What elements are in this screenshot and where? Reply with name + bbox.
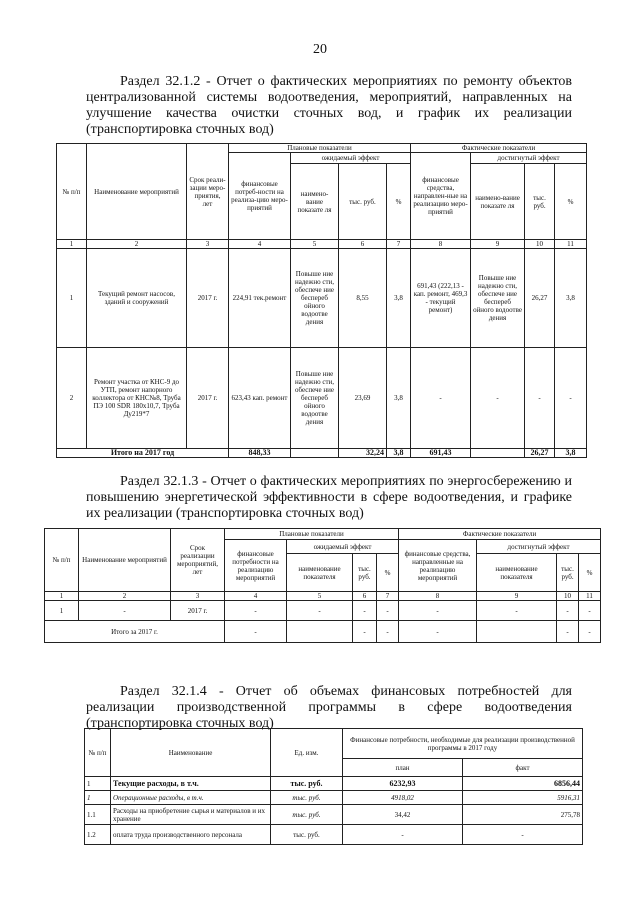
table-row: 1 - 2017 г. - - - - - - - -: [45, 601, 601, 621]
column-numbers-row: [57, 240, 587, 249]
col-name-header: Наименование мероприятий: [79, 529, 171, 592]
col-term-header: Срок реали-зации меро-приятия, лет: [187, 144, 229, 240]
column-numbers-row: [45, 592, 601, 601]
col-ach-pct-header: %: [555, 164, 587, 240]
col-ach-rub-header: тыс. руб.: [525, 164, 555, 240]
fact-group-header: Фактические показатели: [411, 144, 587, 153]
colnum: 11: [579, 592, 601, 601]
col-fact-header: факт: [463, 759, 583, 777]
achieved-effect-header: достигнутый эффект: [477, 540, 601, 554]
colnum: 1: [57, 240, 87, 249]
plan-group-header: Плановые показатели: [229, 144, 411, 153]
col-name-header: Наименование: [111, 729, 271, 777]
achieved-effect-header: достигнутый эффект: [471, 153, 587, 164]
col-rub-header: тыс. руб.: [353, 554, 377, 592]
fin-needs-group-header: Финансовые потребности, необходимые для реализации производственной программы в 2017 году: [343, 729, 583, 759]
colnum: 9: [477, 592, 557, 601]
table-row: 1.1 Расходы на приобретение сырья и материалов и их хранение тыс. руб. 34,42 275,78: [85, 805, 583, 825]
energy-saving-table: [44, 528, 601, 643]
total-row: Итого за 2017 г. - - - - - -: [45, 621, 601, 643]
colnum: 1: [45, 592, 79, 601]
fact-group-header: Фактические показатели: [399, 529, 601, 540]
colnum: 7: [387, 240, 411, 249]
col-ach-pct-header: %: [579, 554, 601, 592]
total-label: Итого на 2017 год: [57, 449, 229, 458]
col-unit-header: Ед. изм.: [271, 729, 343, 777]
colnum: 5: [291, 240, 339, 249]
table-row: 2 Ремонт участка от КНС-9 до УТП, ремонт напорного коллектора от КНС№8, Труба ПЭ 100 SDR 180х10,7, Труба Ду219*7 2017 г. 623,43 кап. ремонт Повыше ние надежно сти, обеспече ние беспереб ойного водоотве дения 23,69 3,8 - - - -: [57, 348, 587, 449]
col-effect-name-header: наименование показателя: [287, 554, 353, 592]
col-pct-header: %: [387, 164, 411, 240]
col-name-header: Наименование мероприятий: [87, 144, 187, 240]
colnum: 2: [87, 240, 187, 249]
repair-measures-table: [56, 143, 587, 458]
section-title-32-1-3: Раздел 32.1.3 - Отчет о фактических мероприятиях по энергосбережению и повышению энергетической эффективности в сфере водоотведения, и графике их реализации (транспортировка сточных вод): [86, 474, 572, 521]
financial-needs-table: [84, 728, 583, 845]
total-row: Итого на 2017 год 848,33 32,24 3,8 691,43 26,27 3,8: [57, 449, 587, 458]
plan-group-header: Плановые показатели: [225, 529, 399, 540]
col-num-header: № п/п: [57, 144, 87, 240]
col-fact-fin-header: финансовые средства, направлен-ные на реализацию меро-приятий: [411, 153, 471, 240]
colnum: 11: [555, 240, 587, 249]
col-rub-header: тыс. руб.: [339, 164, 387, 240]
colnum: 4: [225, 592, 287, 601]
table-row: 1 Операционные расходы, в т.ч. тыс. руб. 4918,02 5916,31: [85, 791, 583, 805]
colnum: 6: [339, 240, 387, 249]
colnum: 3: [187, 240, 229, 249]
colnum: 7: [377, 592, 399, 601]
col-fin-need-header: финансовые потреб-ности на реализа-цию меро-приятий: [229, 153, 291, 240]
col-fact-fin-header: финансовые средства, направленные на реализацию мероприятий: [399, 540, 477, 592]
page-number: 20: [313, 42, 327, 57]
col-ach-name-header: наимено-вание показате ля: [471, 164, 525, 240]
col-fin-need-header: финансовые потребности на реализацию мероприятий: [225, 540, 287, 592]
colnum: 6: [353, 592, 377, 601]
table-row: 1 Текущий ремонт насосов, зданий и сооружений 2017 г. 224,91 тек.ремонт Повыше ние надежно сти, обеспече ние беспереб ойного водоотве дения 8,55 3,8 691,43 (222,13 - кап. ремонт, 469,3 - текущий ремонт) Повыше ние надежно сти, обеспече ние беспереб ойного водоотве дения 26,27 3,8: [57, 249, 587, 348]
col-num-header: № п/п: [45, 529, 79, 592]
col-plan-header: план: [343, 759, 463, 777]
col-ach-name-header: наименование показателя: [477, 554, 557, 592]
colnum: 5: [287, 592, 353, 601]
table-row: 1 Текущие расходы, в т.ч. тыс. руб. 6232,93 6856,44: [85, 777, 583, 791]
col-effect-name-header: наимено-вание показате ля: [291, 164, 339, 240]
colnum: 9: [471, 240, 525, 249]
colnum: 10: [525, 240, 555, 249]
expected-effect-header: ожидаемый эффект: [291, 153, 411, 164]
colnum: 8: [411, 240, 471, 249]
total-label: Итого за 2017 г.: [45, 621, 225, 643]
colnum: 2: [79, 592, 171, 601]
col-pct-header: %: [377, 554, 399, 592]
expected-effect-header: ожидаемый эффект: [287, 540, 399, 554]
colnum: 4: [229, 240, 291, 249]
colnum: 8: [399, 592, 477, 601]
colnum: 10: [557, 592, 579, 601]
col-ach-rub-header: тыс. руб.: [557, 554, 579, 592]
colnum: 3: [171, 592, 225, 601]
table-row: 1.2 оплата труда производственного персонала тыс. руб. - -: [85, 825, 583, 845]
col-term-header: Срок реализации мероприятий, лет: [171, 529, 225, 592]
section-title-32-1-4: Раздел 32.1.4 - Отчет об объемах финансовых потребностей для реализации производственной программы в сфере водоотведения (транспортировка сточных вод): [86, 684, 572, 731]
col-num-header: № п/п: [85, 729, 111, 777]
section-title-32-1-2: Раздел 32.1.2 - Отчет о фактических мероприятиях по ремонту объектов централизованной системы водоотведения, мероприятий, направленных на улучшение качества очистки сточных вод, и график их реализации (транспортировка сточных вод): [86, 74, 572, 137]
